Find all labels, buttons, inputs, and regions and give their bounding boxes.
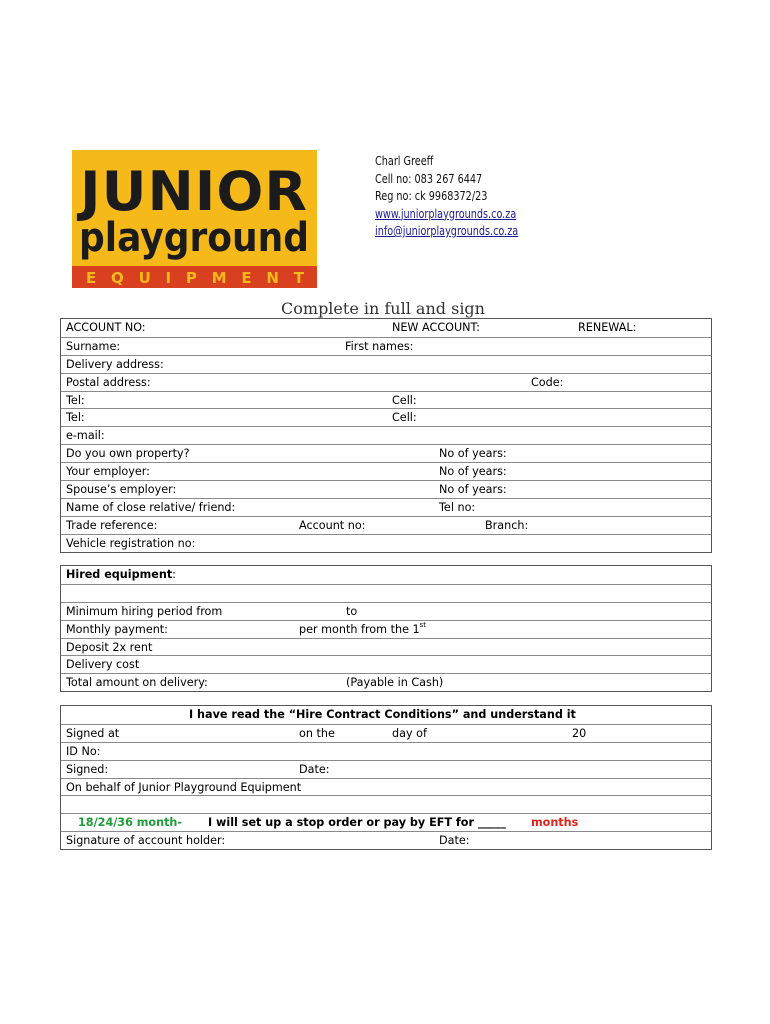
delivery-address-label: Delivery address: [66,357,164,371]
on-behalf-label: On behalf of Junior Playground Equipment [66,780,302,794]
code-label: Code: [531,375,564,389]
table-row [61,516,711,534]
hired-equipment-heading [66,566,176,583]
payable-label: (Payable in Cash) [346,676,444,690]
logo-line-playground: playground [79,215,309,261]
delivery-cost-label: Delivery cost [66,658,140,672]
form-title [0,299,770,318]
logo-line-equipment: EQUIPMENT [86,269,304,287]
form-title-text: Complete in full and sign [281,299,485,318]
table-row [61,319,711,337]
table-row [61,373,711,391]
table-row [61,813,711,831]
company-logo [72,150,317,288]
table-row [61,462,711,480]
years-label: No of years: [439,447,507,461]
on-the-label: on the [299,726,335,740]
table-row [61,480,711,498]
hired-equipment-table [60,565,712,692]
min-period-label: Minimum hiring period from [66,604,223,618]
per-month-text: per month from the 1 [299,622,420,636]
spouse-employer-label: Spouse’s employer: [66,483,177,497]
surname-label: Surname: [66,339,121,353]
table-row [61,498,711,516]
table-row [61,426,711,444]
tel-label: Tel: [66,411,85,425]
email-link[interactable]: info@juniorplaygrounds.co.za [375,223,519,239]
id-no-label: ID No: [66,744,101,758]
table-row [61,742,711,760]
years-label: No of years: [439,465,507,479]
renewal-label: RENEWAL: [578,321,637,334]
table-row [61,337,711,355]
account-no-label: ACCOUNT NO: [66,321,146,334]
tel-no-label: Tel no: [439,500,476,514]
date-label: Date: [299,762,330,776]
cell-label: Cell: [392,393,417,407]
first-names-label: First names: [345,339,414,353]
employer-label: Your employer: [66,465,150,479]
stop-order-label: I will set up a stop order or pay by EFT for _____ [208,816,506,830]
cell-label: Cell: [392,411,417,425]
months-options-label: 18/24/36 month- [78,816,183,830]
contact-reg: Reg no: ck 9968372/23 [375,188,488,204]
table-row [61,831,711,849]
monthly-payment-label: Monthly payment: [66,622,168,636]
contact-cell: Cell no: 083 267 6447 [375,170,483,186]
table-row [61,584,711,602]
contact-name: Charl Greeff [375,153,434,168]
signed-at-label: Signed at [66,726,120,740]
table-row [61,620,711,638]
table-row [61,706,711,724]
per-month-sup: st [419,620,427,629]
own-property-label: Do you own property? [66,447,190,461]
deposit-label: Deposit 2x rent [66,640,153,654]
table-row [61,391,711,409]
table-row [61,566,711,584]
postal-address-label: Postal address: [66,375,151,389]
table-row [61,673,711,691]
table-row [61,795,711,813]
new-account-label: NEW ACCOUNT: [392,321,480,334]
to-label: to [346,604,358,618]
day-of-label: day of [392,726,427,740]
table-row [61,724,711,742]
table-row [61,638,711,656]
per-month-label [299,621,426,638]
table-row [61,778,711,796]
relative-label: Name of close relative/ friend: [66,500,236,514]
signed-label: Signed: [66,762,109,776]
hired-equipment-heading-text: Hired equipment [66,568,173,581]
branch-label: Branch: [485,518,529,532]
months-label: months [531,816,579,830]
table-row [61,534,711,552]
account-no-label: Account no: [299,518,366,532]
table-row [61,408,711,426]
year-label: 20 [572,726,587,740]
table-row [61,444,711,462]
contact-block [375,152,518,240]
table-row [61,760,711,778]
declaration-heading: I have read the “Hire Contract Conditions” and understand it [189,708,576,721]
tel-label: Tel: [66,393,85,407]
junior-playground-logo-graphic [72,150,317,288]
hired-equipment-colon: : [172,568,176,581]
trade-reference-label: Trade reference: [66,518,158,532]
applicant-details-table [60,318,712,553]
declaration-table [60,705,712,850]
website-link[interactable]: www.juniorplaygrounds.co.za [375,205,517,221]
signature-label: Signature of account holder: [66,834,226,848]
table-row [61,655,711,673]
table-row [61,355,711,373]
vehicle-registration-label: Vehicle registration no: [66,536,196,550]
date-label: Date: [439,834,470,848]
email-label: e-mail: [66,429,105,443]
total-label: Total amount on delivery: [66,676,208,690]
logo-line-junior: JUNIOR [75,160,308,223]
years-label: No of years: [439,483,507,497]
table-row [61,602,711,620]
